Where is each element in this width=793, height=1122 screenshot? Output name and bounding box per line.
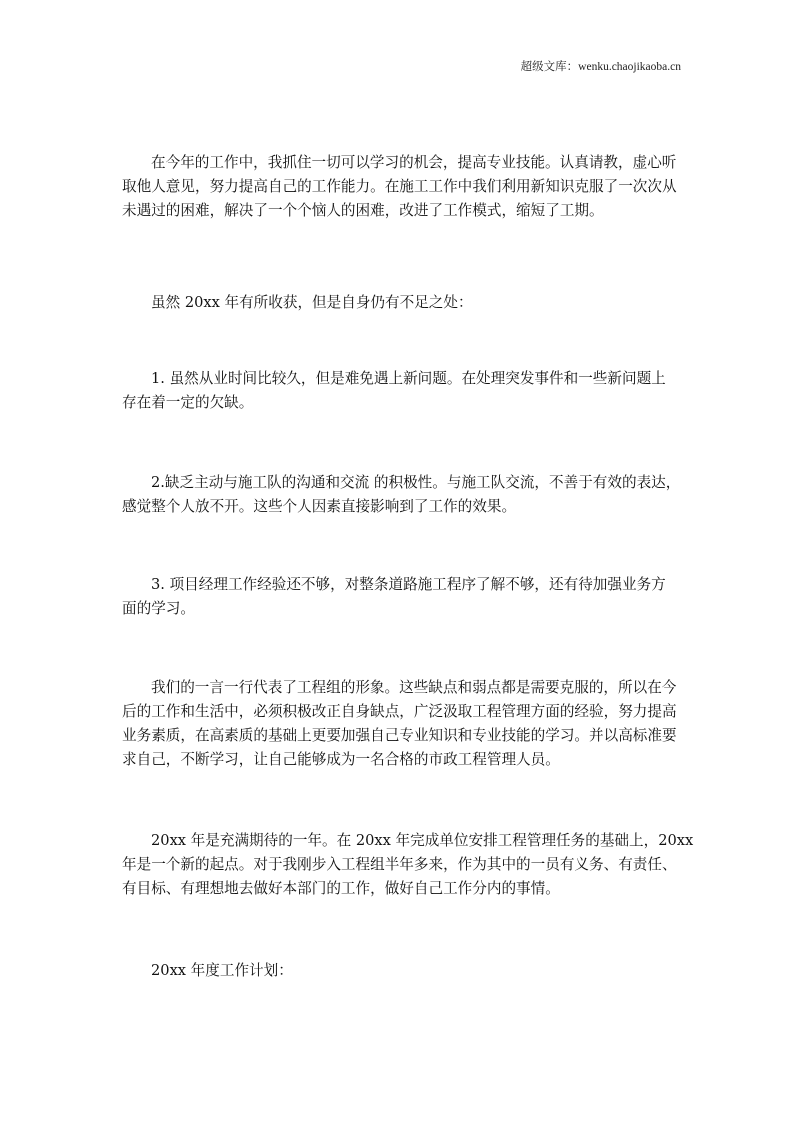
text-line: 3. 项目经理工作经验还不够，对整条道路施工程序了解不够，还有待加强业务方 <box>151 576 666 593</box>
text-line: 有目标、有理想地去做好本部门的工作，做好自己工作分内的事情。 <box>122 880 560 897</box>
paragraph-shortcoming-2 <box>122 471 680 519</box>
site-header: 超级文库：wenku.chaojikaoba.cn <box>520 61 681 73</box>
paragraph-improvement <box>122 676 677 772</box>
paragraph-learning <box>122 151 677 223</box>
paragraph-shortcoming-3 <box>122 573 666 621</box>
paragraph-work-plan-heading <box>122 959 293 983</box>
text-line: 我们的一言一行代表了工程组的形象。这些缺点和弱点都是需要克服的，所以在今 <box>151 679 677 696</box>
text-line: 未遇过的困难，解决了一个个恼人的困难，改进了工作模式，缩短了工期。 <box>122 202 604 219</box>
text-line: 2.缺乏主动与施工队的沟通和交流 的积极性。与施工队交流，不善于有效的表达， <box>151 474 681 491</box>
text-line: 后的工作和生活中，必须积极改正自身缺点，广泛汲取工程管理方面的经验，努力提高 <box>122 703 677 720</box>
text-line: 面的学习。 <box>122 600 195 617</box>
text-line: 年是一个新的起点。对于我刚步入工程组半年多来，作为其中的一员有义务、有责任、 <box>122 856 677 873</box>
text-line: 20xx 年度工作计划： <box>151 962 293 979</box>
text-line: 在今年的工作中，我抓住一切可以学习的机会，提高专业技能。认真请教，虚心听 <box>151 154 677 171</box>
paragraph-shortcomings-intro <box>122 291 473 315</box>
text-line: 取他人意见，努力提高自己的工作能力。在施工工作中我们利用新知识克服了一次次从 <box>122 178 677 195</box>
paragraph-new-year <box>122 829 693 901</box>
paragraph-shortcoming-1 <box>122 367 666 415</box>
text-line: 业务素质，在高素质的基础上更要加强自己专业知识和专业技能的学习。并以高标准要 <box>122 727 677 744</box>
text-line: 存在着一定的欠缺。 <box>122 394 254 411</box>
text-line: 1. 虽然从业时间比较久，但是难免遇上新问题。在处理突发事件和一些新问题上 <box>151 370 666 387</box>
text-line: 感觉整个人放不开。这些个人因素直接影响到了工作的效果。 <box>122 498 517 515</box>
text-line: 20xx 年是充满期待的一年。在 20xx 年完成单位安排工程管理任务的基础上，20xx <box>151 832 694 849</box>
text-line: 求自己，不断学习，让自己能够成为一名合格的市政工程管理人员。 <box>122 751 560 768</box>
text-line: 虽然 20xx 年有所收获，但是自身仍有不足之处： <box>151 294 473 311</box>
